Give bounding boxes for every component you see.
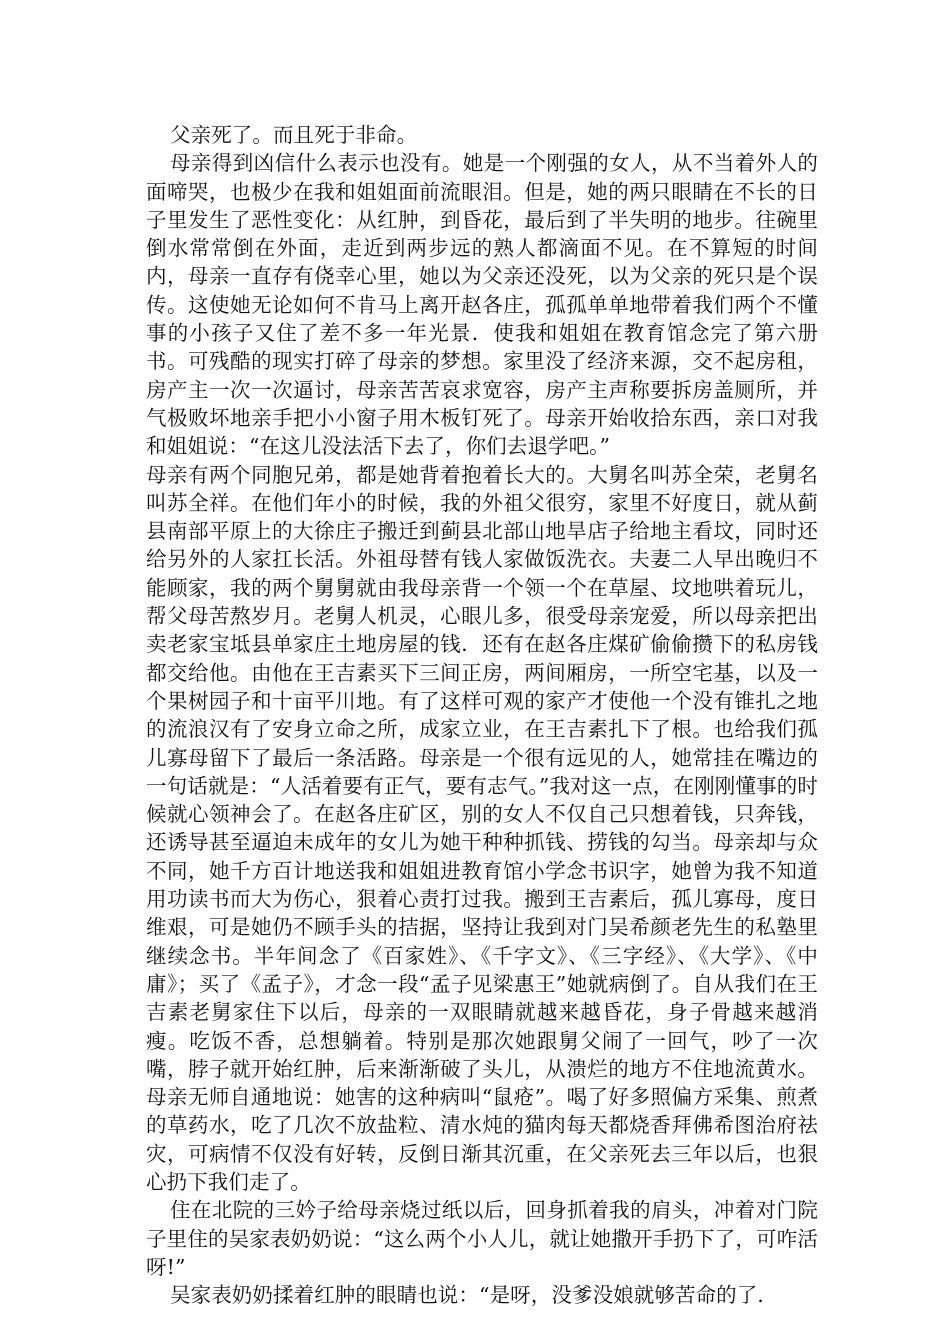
document-page xyxy=(146,121,818,1309)
paragraph-3: 母亲有两个同胞兄弟，都是她背着抱着长大的。大舅名叫苏全荣，老舅名叫苏全祥。在他们年小的时候，我的外祖父很穷，家里不好度日，就从蓟县南部平原上的大徐庄子搬迁到蓟县北部山地旱店子给地主看坟，同时还给另外的人家扛长活。外祖母替有钱人家做饭洗衣。夫妻二人早出晚归不能顾家，我的两个舅舅就由我母亲背一个领一个在草屋、坟地哄着玩儿，帮父母苦熬岁月。老舅人机灵，心眼儿多，很受母亲宠爱，所以母亲把出卖老家宝坻县单家庄土地房屋的钱．还有在赵各庄煤矿偷偷攒下的私房钱都交给他。由他在王吉素买下三间正房，两间厢房，一所空宅基，以及一个果树园子和十亩平川地。有了这样可观的家产才使他一个没有锥扎之地的流浪汉有了安身立命之所，成家立业，在王吉素扎下了根。也给我们孤儿寡母留下了最后一条活路。母亲是一个很有远见的人，她常挂在嘴边的一句话就是：“人活着要有正气，要有志气。”我对这一点，在刚刚懂事的时候就心领神会了。在赵各庄矿区，别的女人不仅自己只想着钱，只奔钱，还诱导甚至逼迫未成年的女儿为她干种种抓钱、捞钱的勾当。母亲却与众不同，她千方百计地送我和姐姐进教育馆小学念书识字，她曾为我不知道用功读书而大为伤心，狠着心责打过我。搬到王吉素后，孤儿寡母，度日维艰，可是她仍不顾手头的拮据，坚持让我到对门吴希颜老先生的私塾里继续念书。半年间念了《百家姓》、《千字文》、《三字经》、《大学》、《中庸》；买了《孟子》，才念一段“孟子见梁惠王”她就病倒了。自从我们在王吉素老舅家住下以后，母亲的一双眼睛就越来越昏花，身子骨越来越消瘦。吃饭不香，总想躺着。特别是那次她跟舅父闹了一回气，吵了一次嘴，脖子就开始红肿，后来渐渐破了头儿，从溃烂的地方不住地流黄水。母亲无师自通地说：她害的这种病叫“鼠疮”。喝了好多照偏方采集、煎煮的草药水，吃了几次不放盐粒、清水炖的猫肉每天都烧香拜佛希图治府祛灾，可病情不仅没有好转，反倒日渐其沉重，在父亲死去三年以后，也狠心扔下我们走了。 xyxy=(146,462,818,1194)
paragraph-1: 父亲死了。而且死于非命。 xyxy=(170,123,418,147)
paragraph-5: 吴家表奶奶揉着红肿的眼睛也说：“是呀，没爹没娘就够苦命的了． xyxy=(170,1283,778,1308)
paragraph-2: 母亲得到凶信什么表示也没有。她是一个刚强的女人，从不当着外人的面啼哭，也极少在我和姐姐面前流眼泪。但是，她的两只眼睛在不长的日子里发生了恶性变化：从红肿，到昏花，最后到了半失明的地步。往碗里倒水常常倒在外面，走近到两步远的熟人都滴面不见。在不算短的时间内，母亲一直存有侥幸心里，她以为父亲还没死，以为父亲的死只是个误传。这使她无论如何不肯马上离开赵各庄，孤孤单单地带着我们两个不懂事的小孩子又住了差不多一年光景．使我和姐姐在教育馆念完了第六册书。可残酷的现实打碎了母亲的梦想。家里没了经济来源，交不起房租，房产主一次一次逼讨，母亲苦苦哀求宽容，房产主声称要拆房盖厕所，并气极败坏地亲手把小小窗子用木板钉死了。母亲开始收拾东西，亲口对我和姐姐说：“在这儿没法活下去了，你们去退学吧。” xyxy=(146,151,818,459)
paragraph-4: 住在北院的三妗子给母亲烧过纸以后，回身抓着我的肩头，冲着对门院子里住的吴家表奶奶说：“这么两个小人儿，就让她撒开手扔下了，可咋活呀!” xyxy=(146,1198,818,1279)
